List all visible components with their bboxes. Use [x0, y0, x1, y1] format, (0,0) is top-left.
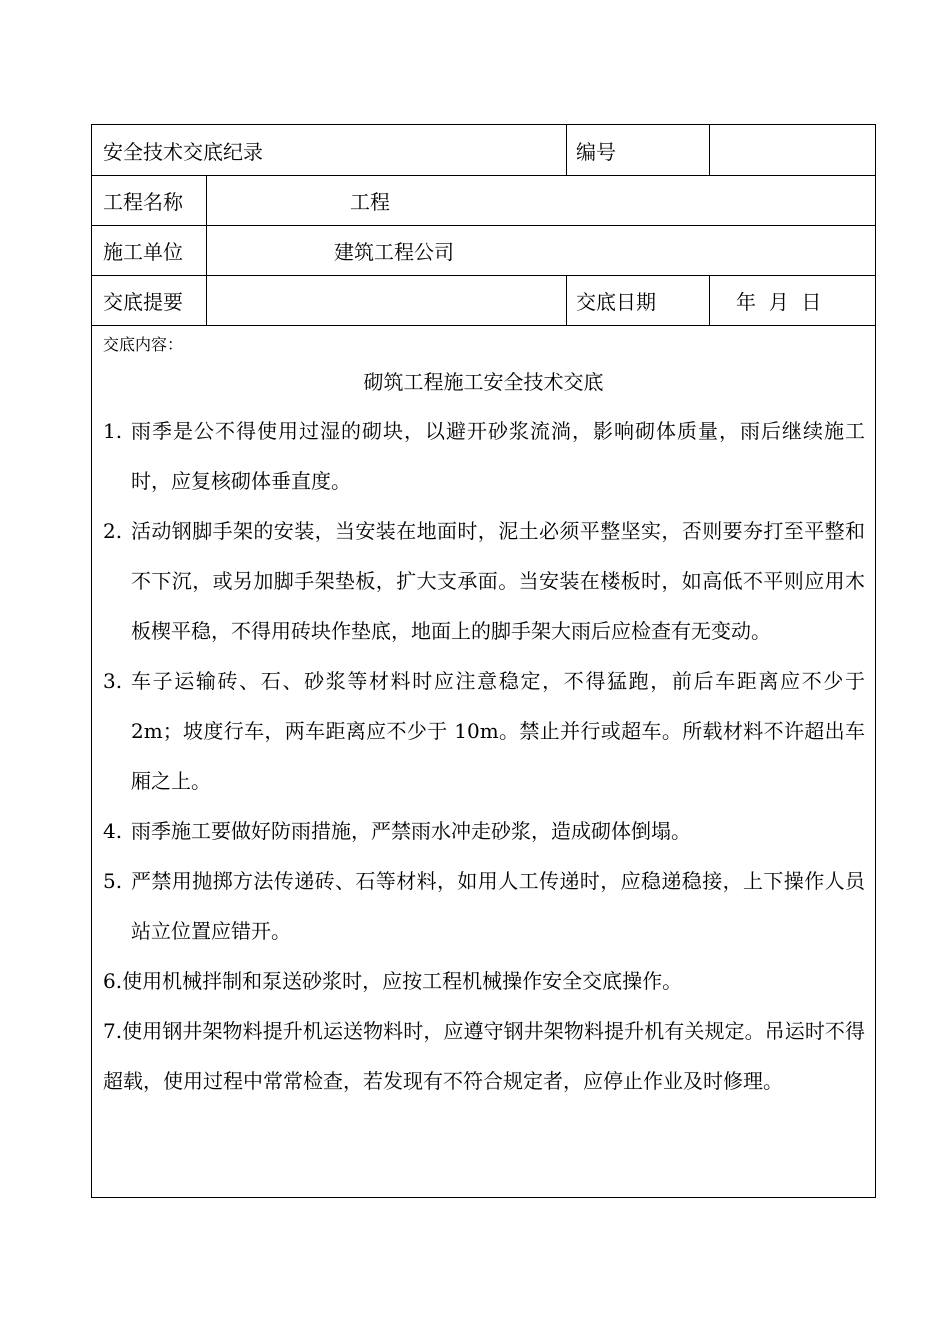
project-row [92, 176, 875, 226]
item-text: 车子运输砖、石、砂浆等材料时应注意稳定，不得猛跑，前后车距离应不少于 2m；坡度行车，两车距离应不少于 10m。禁止并行或超车。所载材料不许超出车厢之上。 [131, 669, 865, 793]
number-label: 编号 [576, 139, 616, 164]
item-text: 6.使用机械拌制和泵送砂浆时，应按工程机械操作安全交底操作。 [103, 969, 683, 993]
list-item [103, 506, 865, 656]
list-item [103, 656, 865, 806]
project-name-label: 工程名称 [103, 190, 183, 214]
list-item [103, 406, 865, 506]
item-number: 2. [103, 519, 123, 543]
disclosure-record-table [91, 124, 876, 1198]
date-label: 交底日期 [576, 290, 656, 314]
header-row [92, 125, 875, 176]
item-number: 1. [103, 419, 123, 443]
list-item [103, 956, 865, 1006]
contractor-label: 施工单位 [103, 240, 183, 264]
contractor-value[interactable]: 建筑工程公司 [334, 240, 454, 264]
date-value[interactable]: 年 月 日 [736, 290, 822, 314]
contractor-row [92, 226, 875, 276]
record-title: 安全技术交底纪录 [103, 139, 263, 164]
project-name-value[interactable]: 工程 [350, 190, 390, 214]
item-text: 雨季施工要做好防雨措施，严禁雨水冲走砂浆，造成砌体倒塌。 [131, 819, 691, 843]
content-title: 砌筑工程施工安全技术交底 [363, 370, 604, 394]
content-label: 交底内容： [103, 335, 184, 354]
list-item [103, 1006, 865, 1106]
divider [206, 176, 207, 225]
divider [566, 276, 567, 325]
content-items [103, 406, 865, 1106]
list-item [103, 856, 865, 956]
summary-row [92, 276, 875, 326]
divider [566, 125, 567, 175]
summary-label: 交底提要 [103, 290, 183, 314]
item-number: 4. [103, 819, 123, 843]
item-text: 7.使用钢井架物料提升机运送物料时，应遵守钢井架物料提升机有关规定。吊运时不得超载，使用过程中常常检查，若发现有不符合规定者，应停止作业及时修理。 [103, 1019, 865, 1093]
item-text: 雨季是公不得使用过湿的砌块，以避开砂浆流淌，影响砌体质量，雨后继续施工时，应复核砌体垂直度。 [131, 419, 865, 493]
divider [709, 125, 710, 175]
list-item [103, 806, 865, 856]
content-section [92, 326, 875, 1197]
divider [709, 276, 710, 325]
item-number: 5. [103, 869, 123, 893]
item-text: 严禁用抛掷方法传递砖、石等材料，如用人工传递时，应稳递稳接，上下操作人员站立位置应错开。 [131, 869, 865, 943]
divider [206, 276, 207, 325]
item-text: 活动钢脚手架的安装，当安装在地面时，泥土必须平整坚实，否则要夯打至平整和不下沉，或另加脚手架垫板，扩大支承面。当安装在楼板时，如高低不平则应用木板楔平稳，不得用砖块作垫底，地面上的脚手架大雨后应检查有无变动。 [131, 519, 865, 643]
divider [206, 226, 207, 275]
item-number: 3. [103, 669, 123, 693]
